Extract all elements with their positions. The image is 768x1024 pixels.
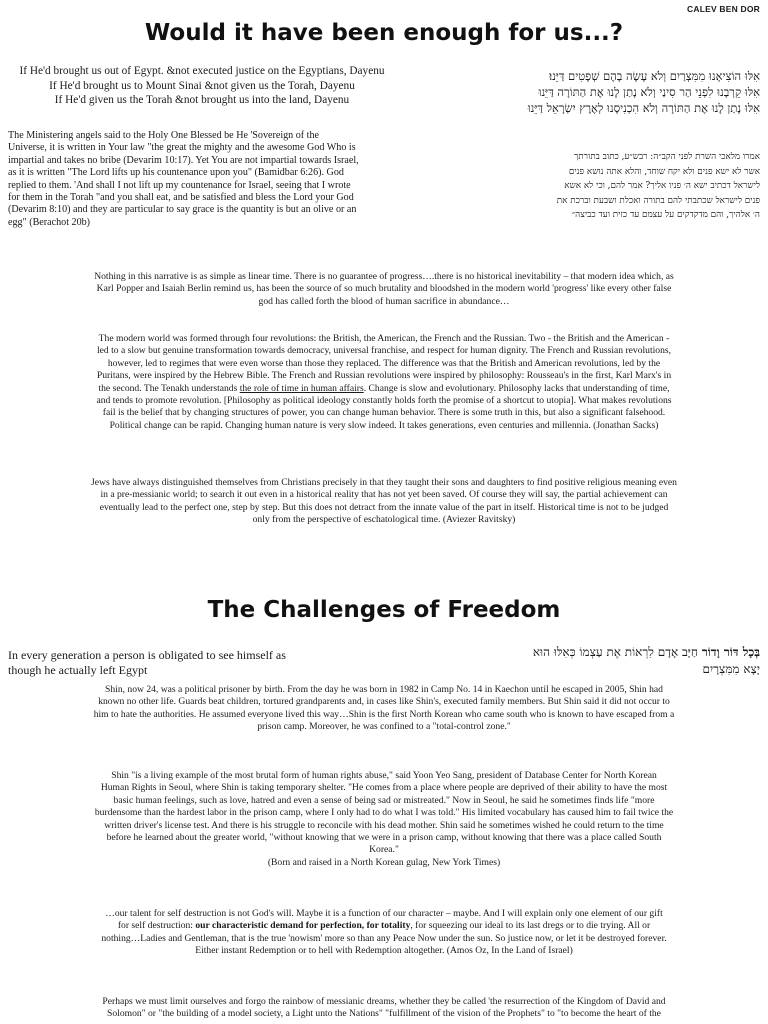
generation-english-line: though he actually left Egypt (8, 663, 148, 677)
sacks-line: Political change can be rapid. Changing human nature is very slow indeed. It takes generations, even centuries and millennia. (Jonathan Sacks) (109, 419, 659, 431)
sacks-line: led to a slow but genuine transformation towards democracy, universal franchise, and respect for human dignity. The French and Russian revolutions, (96, 345, 672, 357)
angels-english-line: replied to them. 'And shall I not lift up my countenance for Israel, seeing that I wrote (8, 179, 351, 191)
shin-line: written driver's license test. And there is his struggle to reconcile with his dead mother. Shin said he sometimes wished he could return to the time (104, 819, 664, 831)
popper-line: god has called forth the blood of human sacrifice in abundance… (258, 295, 510, 307)
ravitsky-line: Jews have always distinguished themselves from Christians precisely in that they taught their sons and daughters to find positive religious meaning even (91, 477, 677, 488)
sacks-line: and tends to promote revolution. [Philosophy as political ideology constantly holds forth the promise of a shortcut to utopia]. What makes revolutions (96, 395, 672, 407)
angels-hebrew-line: אמרו מלאכי השרת לפני הקב״ה: רבש״ע, כתוב בתורתך (573, 152, 760, 162)
oz-line2-after: , for squeezing our ideal to its last dregs or to die trying. All or (410, 920, 651, 932)
shin-line: Human Rights in Seoul, where Shin is taking temporary shelter. "He comes from a place where people are deprived of their ability to have the most (100, 782, 668, 794)
angels-english-line: impartial and takes no bribe (Devarim 10:17). Yet You are not impartial towards Israel, (8, 154, 359, 166)
final-line: Perhaps we must limit ourselves and forgo the rainbow of messianic dreams, whether they be called 'the resurrection of the Kingdom of David and (102, 996, 666, 1007)
shin-line: Shin "is a living example of the most brutal form of human rights abuse," said Yoon Yeo Sang, president of Database Center for North Korean (111, 770, 657, 781)
popper-line: Nothing in this narrative is as simple as linear time. There is no guarantee of progress….there is no historical inevitability – that modern idea which, as (94, 271, 674, 282)
final-line: Solomon" or "the building of a model society, a Light unto the Nations" "fulfillment of the vision of the Prophets" to "to become the heart of the (107, 1008, 661, 1020)
oz-bold-phrase: our characteristic demand for perfection, for totality (195, 920, 411, 932)
shin-citation: (Born and raised in a North Korean gulag, New York Times) (267, 856, 501, 868)
shin-line: burdensome than the hardest labor in the prison camp, where I only had to do what I was told." His limited vocabulary has caused him to fail twice the (94, 807, 674, 819)
angels-english-line: for them in the Torah "and you shall eat, and be satisfied and bless the Lord your God (8, 192, 354, 204)
generation-hebrew-line: יָצָא מִמִּצְרָיִם (702, 662, 760, 676)
angels-english-line: (Devarim 8:10) and they are particular to say grace is the quantity is but an olive or an (8, 204, 357, 216)
popper-paragraph (0, 271, 768, 308)
angels-hebrew (470, 150, 760, 223)
shin-paragraph-2 (0, 770, 768, 869)
angels-hebrew-line: לישראל דכתיב ישא ה׳ פניו אליך? אמר להם, וכי לא אשא (564, 181, 760, 191)
sacks-line: fail is the belief that by changing structures of power, you can change human behavior. There is some truth in this, but also a significant falsehood. (102, 407, 666, 419)
ravitsky-line: in a pre-messianic world; to search it out even in a historical reality that has not yet been saved. Of course they will say, the partial achievement can (100, 489, 668, 501)
angels-english-line: as it is written "The Lord lifts up his countenance upon you" (Bamidbar 6:26). God (8, 167, 344, 179)
ravitsky-paragraph (0, 477, 768, 527)
author-name: CALEV BEN DOR (687, 4, 760, 14)
dayenu-english-line: If He'd given us the Torah &not brought us into the land, Dayenu (54, 94, 350, 106)
shin-line: before he learned about the greater world, "without knowing that we were in a prison camp, without knowing that there was a place called South (106, 832, 662, 844)
shin-line: basic human feelings, such as love, hatred and even a sense of being sad or mistreated." Now in Seoul, he said he sometimes finds life "more (113, 794, 655, 806)
angels-english-line: egg" (Berachot 20b) (8, 216, 91, 228)
dayenu-hebrew-line: אִלּוּ הוֹצִיאָנוּ מִמִּצְרַיִם וְלֹא עָשָׂה בָהֶם שְׁפָטִים דַּיֵּנוּ׃ (549, 69, 760, 83)
dayenu-hebrew-line: אִלּוּ נָתַן לָנוּ אֶת הַתּוֹרָה וְלֹא הִכְנִיסָנוּ לְאֶרֶץ יִשְׂרָאֵל דַּיֵּנוּ (527, 101, 760, 115)
sacks-line: Puritans, were inspired by the Hebrew Bible. The French and Russian revolutions were inspired by philosophy: Rousseau's in the first, Karl Marx's in (96, 370, 672, 382)
angels-hebrew-line: אשר לא ישא פנים ולא יקח שוחד, והלא אתה נושא פנים (568, 166, 760, 177)
shin-paragraph-1 (0, 684, 768, 734)
dayenu-hebrew (432, 68, 760, 116)
generation-hebrew-line (440, 644, 760, 661)
oz-line: Either instant Redemption or to hell with Redemption altogether. (Amos Oz, In the Land of Israel) (195, 945, 573, 957)
generation-hebrew (440, 644, 760, 678)
oz-line2-before: for self destruction: (117, 920, 196, 932)
sacks-underlined-phrase: the role of time in human affairs (239, 382, 364, 394)
dayenu-hebrew-line: אִלּוּ קֵרְבָנוּ לִפְנֵי הַר סִינַי וְלֹא נָתַן לָנוּ אֶת הַתּוֹרָה דַּיֵּנוּ (538, 85, 760, 99)
ravitsky-line: only from the perspective of eschatological time. (Aviezer Ravitsky) (252, 514, 516, 526)
sacks-line5-after: . Change is slow and evolutionary. Philosophy lacks that understanding of time, (363, 382, 670, 394)
generation-english (8, 648, 368, 678)
popper-line: Karl Popper and Isaiah Berlin remind us, has been the source of so much brutality and bloodshed in the modern world 'progress' like every other false (96, 283, 672, 295)
shin-line: Korea." (369, 844, 399, 856)
sacks-line5-before: the second. The Tenakh understands (98, 382, 240, 394)
angels-english-line: The Ministering angels said to the Holy One Blessed be He 'Sovereign of the (8, 130, 320, 141)
sacks-paragraph (0, 333, 768, 432)
section-title-freedom: The Challenges of Freedom (207, 597, 561, 623)
section-title-enough: Would it have been enough for us...? (144, 20, 624, 46)
oz-line: …our talent for self destruction is not God's will. Maybe it is a function of our character – maybe. And I will explain only one element of our gift (105, 908, 663, 919)
oz-paragraph (0, 908, 768, 958)
generation-english-line: In every generation a person is obligated to see himself as (8, 648, 286, 662)
generation-hebrew-bold: בְּכָל דּוֹר וָדוֹר (701, 645, 760, 659)
sacks-line (0, 383, 768, 395)
shin-line: known no other life. Guards beat children, tortured grandparents and, in cases like Shin's, executed family members. But Shin said it did not occur to (98, 696, 670, 708)
angels-hebrew-line: ה׳ אלהיך, והם מדקדקים על עצמם עד כזית ועד כביצה״ (571, 210, 760, 220)
angels-english-line: Universe, it is written in Your law "the great the mighty and the awesome God Who is (8, 142, 356, 154)
angels-english (8, 130, 438, 229)
angels-hebrew-line: פנים לישראל שכתבתי להם בתורה ואכלת ושבעת וברכת את (556, 195, 760, 206)
shin-line: Shin, now 24, was a political prisoner by birth. From the day he was born in 1982 in Camp No. 14 in Kaechon until he escaped in 2005, Shin had (105, 684, 663, 695)
final-paragraph (0, 996, 768, 1021)
shin-line: prison camp. Moreover, he was confined to a "total-control zone." (257, 721, 511, 733)
generation-hebrew-rest: חַיָּב אָדָם לִרְאוֹת אֶת עַצְמוֹ כְּאִלּוּ הוּא (532, 645, 702, 659)
oz-line (0, 920, 768, 932)
sacks-line: The modern world was formed through four revolutions: the British, the American, the French and the Russian. Two - the British and the American - (98, 333, 670, 344)
oz-line: nothing…Ladies and Gentleman, that is the true 'nowism' more so than any Peace Now under the sun. So justice now, or let it be destroyed forever. (101, 932, 667, 944)
ravitsky-line: eventually lead to the perfect one, step by step. But this does not detract from the innate value of the part in itself. Historical time is not to be judged (99, 501, 669, 513)
dayenu-english (2, 64, 402, 108)
dayenu-english-line: If He'd brought us out of Egypt. &not executed justice on the Egyptians, Dayenu (19, 65, 385, 77)
shin-line: him to hate the authorities. He assumed everyone lived this way…Shin is the first North Korean who came south who is known to have escaped from a (93, 708, 675, 720)
sacks-line: however, led to regimes that were even worse than those they replaced. The difference was that the British and American revolutions, led by the (107, 357, 661, 369)
dayenu-english-line: If He'd brought us to Mount Sinai &not given us the Torah, Dayenu (49, 79, 355, 92)
